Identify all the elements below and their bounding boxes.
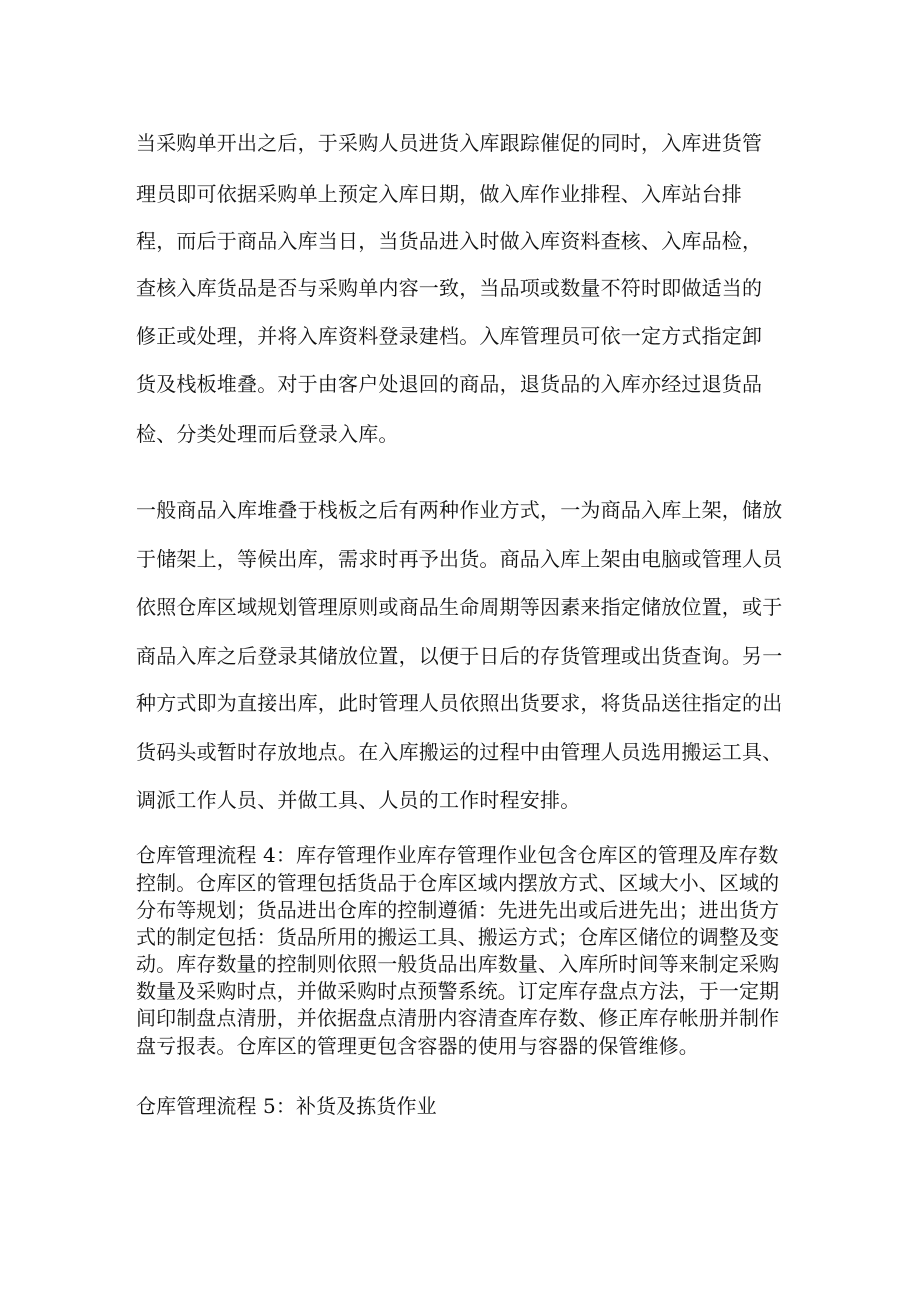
- text-line: 动。库存数量的控制则依照一般货品出库数量、入库所时间等来制定采购: [136, 952, 780, 976]
- text-line: 盘亏报表。仓库区的管理更包含容器的使用与容器的保管维修。: [136, 1034, 699, 1058]
- text-line: 当采购单开出之后，于采购人员进货入库跟踪催促的同时，入库进货管: [136, 131, 763, 155]
- text-line: 一般商品入库堆叠于栈板之后有两种作业方式，一为商品入库上架，储放: [136, 498, 783, 522]
- text-line: 仓库管理流程 4：库存管理作业库存管理作业包含仓库区的管理及库存数: [136, 843, 779, 867]
- text-line: 种方式即为直接出库，此时管理人员依照出货要求，将货品送往指定的出: [136, 691, 783, 715]
- section-heading: 仓库管理流程 5：补货及拣货作业: [136, 1094, 437, 1118]
- text-line: 数量及采购时点，并做采购时点预警系统。订定库存盘点方法，于一定期: [136, 979, 780, 1003]
- text-line: 货及栈板堆叠。对于由客户处退回的商品，退货品的入库亦经过退货品: [136, 372, 763, 396]
- text-line: 分布等规划；货品进出仓库的控制遵循：先进先出或后进先出；进出货方: [136, 898, 780, 922]
- text-line: 间印制盘点清册，并依据盘点清册内容清查库存数、修正库存帐册并制作: [136, 1006, 780, 1030]
- text-line: 查核入库货品是否与采购单内容一致，当品项或数量不符时即做适当的: [136, 276, 763, 300]
- text-line: 调派工作人员、并做工具、人员的工作时程安排。: [136, 788, 581, 812]
- text-line: 修正或处理，并将入库资料登录建档。入库管理员可依一定方式指定卸: [136, 324, 763, 348]
- text-line: 控制。仓库区的管理包括货品于仓库区域内摆放方式、区域大小、区域的: [136, 871, 780, 895]
- text-line: 商品入库之后登录其储放位置，以便于日后的存货管理或出货查询。另一: [136, 644, 783, 668]
- text-line: 依照仓库区域规划管理原则或商品生命周期等因素来指定储放位置，或于: [136, 595, 783, 619]
- text-line: 检、分类处理而后登录入库。: [136, 422, 399, 446]
- text-line: 于储架上，等候出库，需求时再予出货。商品入库上架由电脑或管理人员: [136, 547, 783, 571]
- text-line: 式的制定包括：货品所用的搬运工具、搬运方式；仓库区储位的调整及变: [136, 925, 780, 949]
- text-line: 理员即可依据采购单上预定入库日期，做入库作业排程、入库站台排: [136, 182, 742, 206]
- text-line: 程，而后于商品入库当日，当货品进入时做入库资料查核、入库品检，: [136, 229, 763, 253]
- text-line: 货码头或暂时存放地点。在入库搬运的过程中由管理人员选用搬运工具、: [136, 740, 783, 764]
